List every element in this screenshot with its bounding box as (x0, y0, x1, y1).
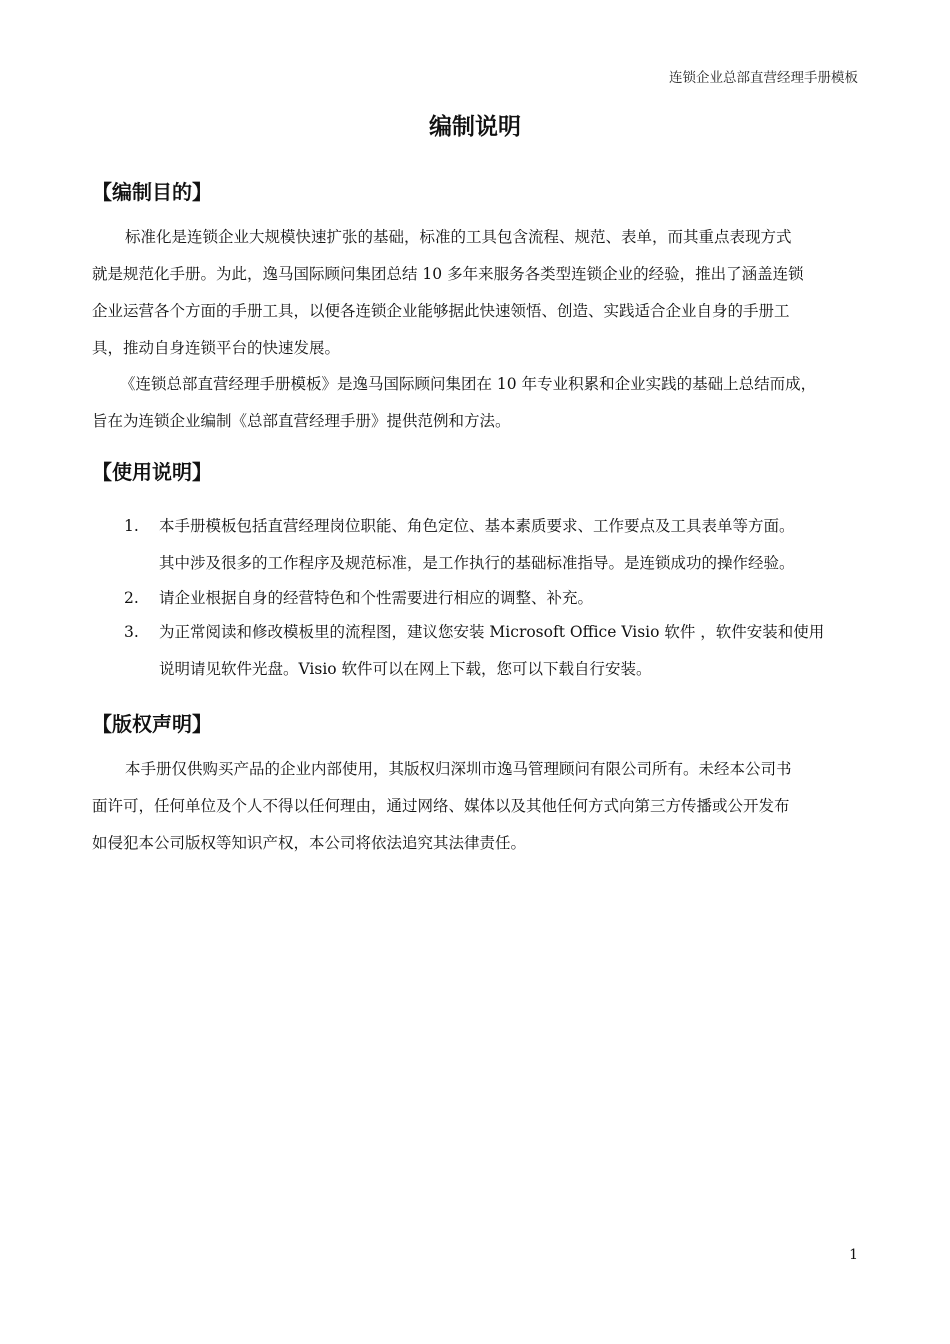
list-text: 为正常阅读和修改模板里的流程图，建议您安装 Microsoft Office Visio 软件 ，软件安装和使用 (159, 623, 825, 641)
section-heading-usage: 【使用说明】 (92, 460, 212, 484)
list-number: 2. (124, 589, 139, 607)
page-title: 编制说明 (429, 114, 521, 140)
purpose-paragraph-2 (92, 369, 872, 436)
list-text-continued: 说明请见软件光盘。Visio 软件可以在网上下载，您可以下载自行安装。 (159, 660, 652, 678)
copyright-paragraph (92, 754, 872, 858)
paragraph-line: 如侵犯本公司版权等知识产权，本公司将依法追究其法律责任。 (92, 834, 527, 852)
list-number: 1. (124, 517, 139, 535)
paragraph-line: 《连锁总部直营经理手册模板》是逸马国际顾问集团在 10 年专业积累和企业实践的基础上总结而成， (120, 375, 817, 393)
page-number: 1 (849, 1247, 858, 1263)
paragraph-line: 就是规范化手册。为此，逸马国际顾问集团总结 10 多年来服务各类型连锁企业的经验，推出了涵盖连锁 (92, 265, 804, 283)
section-heading-copyright: 【版权声明】 (92, 712, 212, 736)
running-header: 连锁企业总部直营经理手册模板 (669, 70, 858, 86)
section-heading-purpose: 【编制目的】 (92, 180, 212, 204)
purpose-paragraph-1 (92, 222, 872, 363)
list-text: 请企业根据自身的经营特色和个性需要进行相应的调整、补充。 (159, 589, 594, 607)
paragraph-line: 面许可，任何单位及个人不得以任何理由，通过网络、媒体以及其他任何方式向第三方传播或公开发布 (92, 797, 790, 815)
paragraph-line: 旨在为连锁企业编制《总部直营经理手册》提供范例和方法。 (92, 412, 511, 430)
list-number: 3. (124, 623, 139, 641)
paragraph-line: 企业运营各个方面的手册工具，以便各连锁企业能够据此快速领悟、创造、实践适合企业自身的手册工 (92, 302, 790, 320)
paragraph-line: 标准化是连锁企业大规模快速扩张的基础，标准的工具包含流程、规范、表单，而其重点表现方式 (125, 228, 792, 246)
list-text-continued: 其中涉及很多的工作程序及规范标准，是工作执行的基础标准指导。是连锁成功的操作经验。 (159, 554, 795, 572)
paragraph-line: 具，推动自身连锁平台的快速发展。 (92, 339, 341, 357)
paragraph-line: 本手册仅供购买产品的企业内部使用，其版权归深圳市逸马管理顾问有限公司所有。未经本公司书 (125, 760, 792, 778)
list-text: 本手册模板包括直营经理岗位职能、角色定位、基本素质要求、工作要点及工具表单等方面。 (159, 517, 795, 535)
